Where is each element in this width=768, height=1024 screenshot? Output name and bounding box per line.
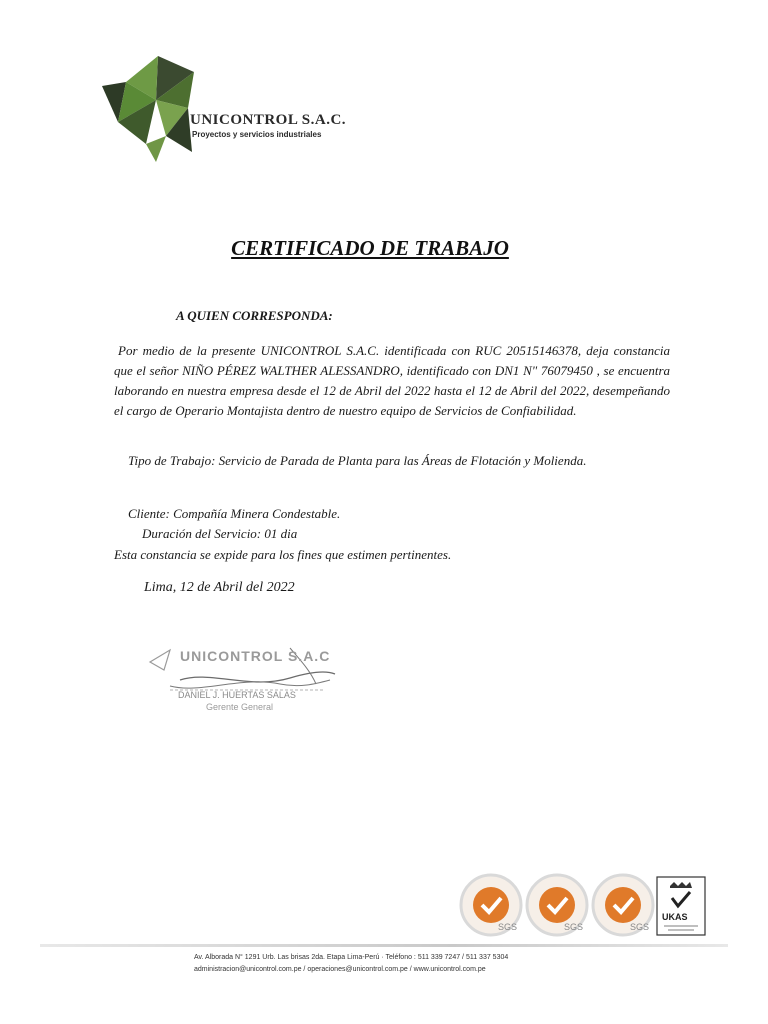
sgs-label-1: SGS xyxy=(498,922,518,932)
salutation: A QUIEN CORRESPONDA: xyxy=(176,308,333,323)
ukas-label: UKAS xyxy=(662,912,688,922)
sgs-certification-badge-3 xyxy=(590,872,656,938)
document-title: CERTIFICADO DE TRABAJO xyxy=(231,236,509,260)
signatory-name: DANIEL J. HUERTAS SALAS xyxy=(178,690,296,700)
sgs-certification-badge-2 xyxy=(524,872,590,938)
stamp-company-text: UNICONTROL S.A.C xyxy=(180,648,331,664)
company-subtitle: Proyectos y servicios industriales xyxy=(192,130,322,139)
date-line: Lima, 12 de Abril del 2022 xyxy=(144,580,295,595)
company-name: UNICONTROL S.A.C. xyxy=(190,112,347,128)
footer-address: Av. Alborada N° 1291 Urb. Las brisas 2da. Etapa Lima-Perú · Teléfono : 511 339 7247 / 511 337 5304 xyxy=(194,954,509,961)
sgs-label-3: SGS xyxy=(630,922,650,932)
body-paragraph-1: Por medio de la presente UNICONTROL S.A.C. identificada con RUC 20515146378, deja constancia que el señor NIÑO PÉREZ WALTHER ALESSANDRO, identificado con DN1 N" 76079450 , se encuentra laborando en nuestra empresa desde el 12 de Abril del 2022 hasta el 12 de Abril del 2022, desempeñando el cargo de Operario Montajista dentro de nuestro equipo de Servicios de Confiabilidad. xyxy=(114,343,670,418)
footer-contact: administracion@unicontrol.com.pe / operaciones@unicontrol.com.pe / www.unicontrol.com.pe xyxy=(194,966,486,973)
sgs-certification-badge-1 xyxy=(458,872,524,938)
body-paragraph-2: Tipo de Trabajo: Servicio de Parada de Planta para las Áreas de Flotación y Molienda. xyxy=(128,453,587,468)
company-logo xyxy=(96,52,216,164)
ukas-accreditation-icon xyxy=(656,876,706,936)
footer-divider xyxy=(40,944,728,947)
signatory-role: Gerente General xyxy=(206,702,274,712)
cliente-line: Cliente: Compañía Minera Condestable. xyxy=(128,506,341,521)
sgs-label-2: SGS xyxy=(564,922,584,932)
duracion-line: Duración del Servicio: 01 dia xyxy=(142,526,298,541)
constancia-line: Esta constancia se expide para los fines que estimen pertinentes. xyxy=(114,547,452,562)
